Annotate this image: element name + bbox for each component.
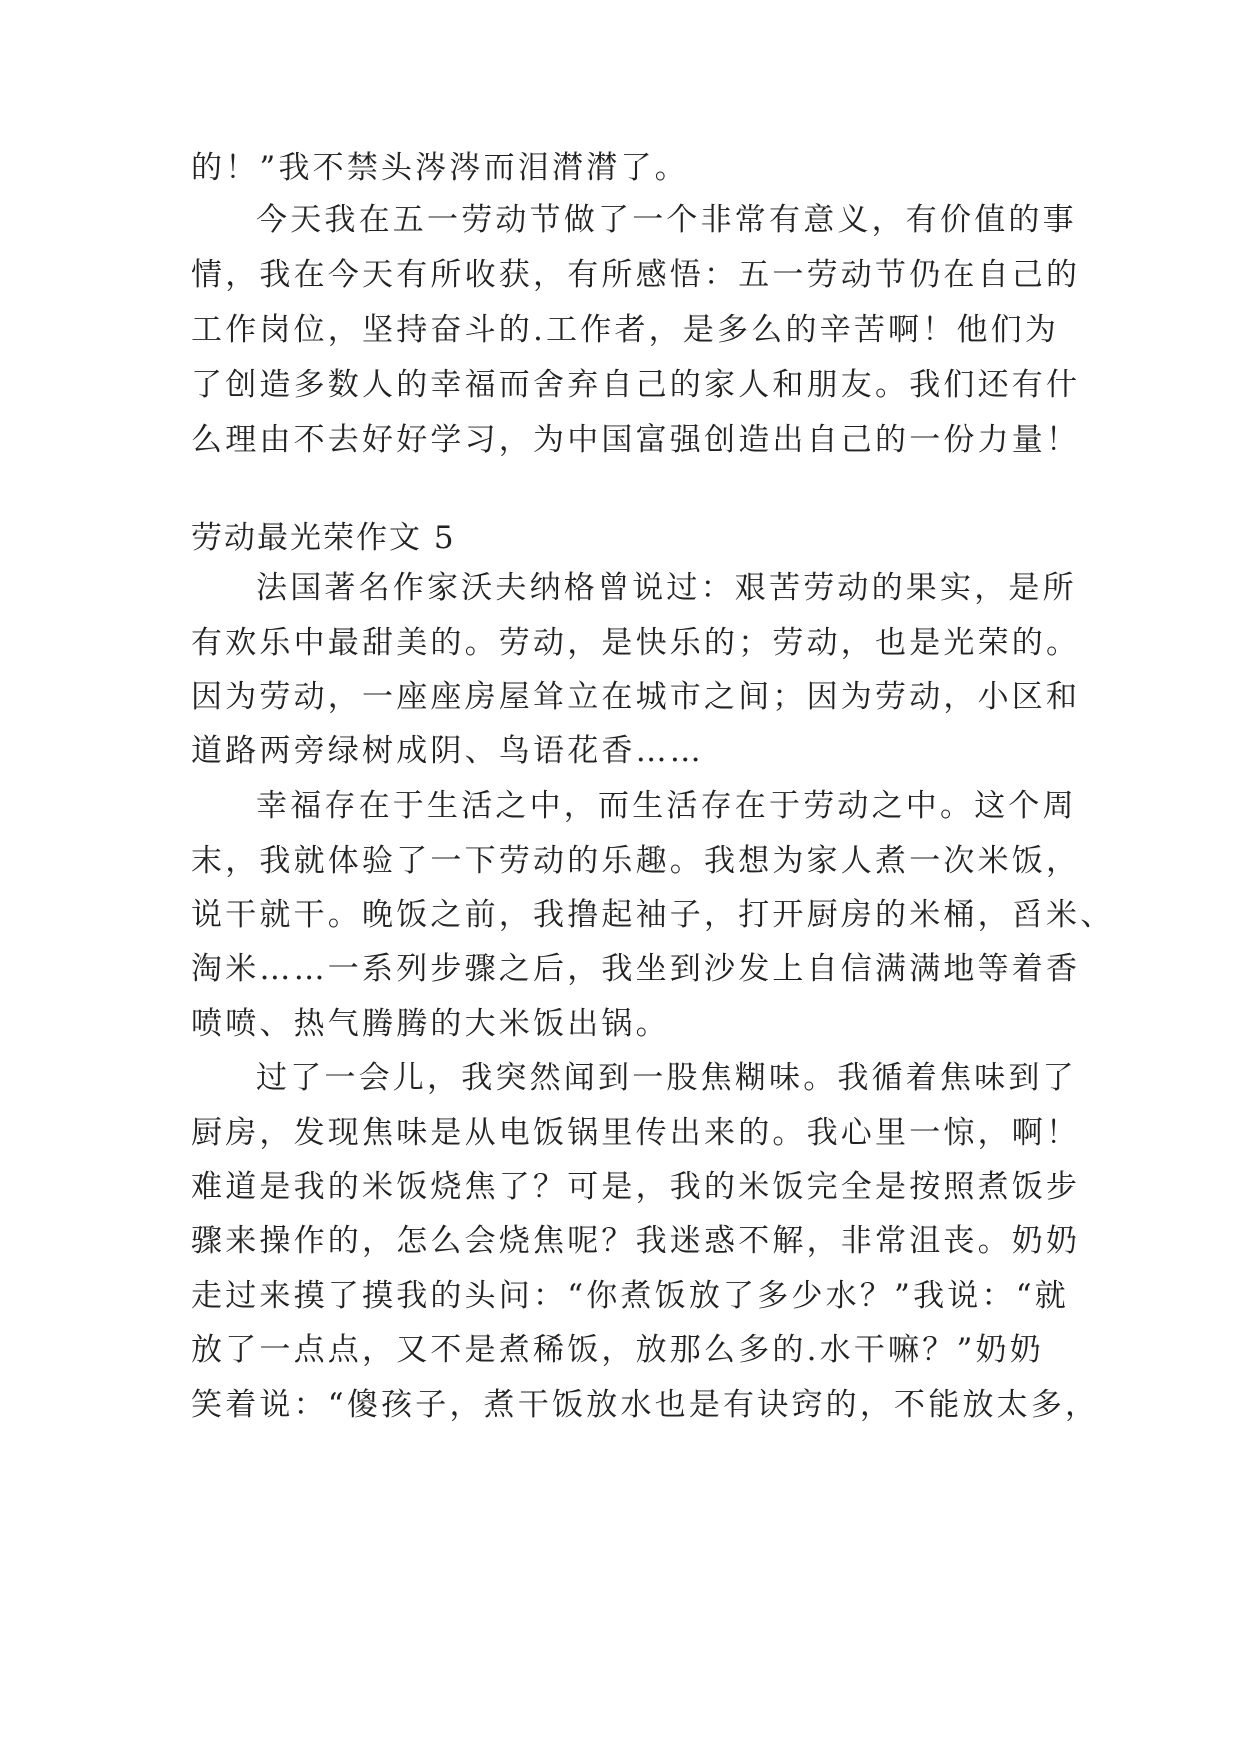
text-line: 难道是我的米饭烧焦了？可是，我的米饭完全是按照煮饭步 (191, 1169, 1081, 1205)
text-line: 喷喷、热气腾腾的大米饭出锅。 (191, 1006, 670, 1042)
text-line: 了创造多数人的幸福而舍弃自己的家人和朋友。我们还有什 (191, 367, 1081, 403)
text-line: 末，我就体验了一下劳动的乐趣。我想为家人煮一次米饭， (191, 843, 1081, 879)
text-line: 淘米……一系列步骤之后，我坐到沙发上自信满满地等着香 (191, 951, 1081, 987)
text-line: 情，我在今天有所收获，有所感悟：五一劳动节仍在自己的 (191, 257, 1081, 293)
text-line: 道路两旁绿树成阴、鸟语花香…… (191, 733, 704, 769)
paragraph-first-line: 幸福存在于生活之中，而生活存在于劳动之中。这个周 (256, 788, 1077, 824)
text-line: 放了一点点，又不是煮稀饭，放那么多的.水干嘛？”奶奶 (191, 1332, 1044, 1368)
text-line: 骤来操作的，怎么会烧焦呢？我迷惑不解，非常沮丧。奶奶 (191, 1223, 1081, 1259)
paragraph-first-line: 今天我在五一劳动节做了一个非常有意义，有价值的事 (256, 202, 1077, 238)
text-line: 有欢乐中最甜美的。劳动，是快乐的；劳动，也是光荣的。 (191, 625, 1081, 661)
text-line: 的！”我不禁头涔涔而泪潸潸了。 (191, 150, 689, 186)
text-line: 工作岗位，坚持奋斗的.工作者，是多么的辛苦啊！他们为 (191, 312, 1060, 348)
text-line: 因为劳动，一座座房屋耸立在城市之间；因为劳动，小区和 (191, 679, 1081, 715)
paragraph-first-line: 过了一会儿，我突然闻到一股焦糊味。我循着焦味到了 (256, 1060, 1077, 1096)
paragraph-first-line: 法国著名作家沃夫纳格曾说过：艰苦劳动的果实，是所 (256, 570, 1077, 606)
text-line: 走过来摸了摸我的头问：“你煮饭放了多少水？”我说：“就 (191, 1278, 1069, 1314)
text-line: 厨房，发现焦味是从电饭锅里传出来的。我心里一惊，啊！ (191, 1115, 1081, 1151)
text-line: 么理由不去好好学习，为中国富强创造出自己的一份力量！ (191, 422, 1081, 458)
text-line: 笑着说：“傻孩子，煮干饭放水也是有诀窍的，不能放太多， (191, 1387, 1100, 1423)
text-line: 说干就干。晚饭之前，我撸起袖子，打开厨房的米桶，舀米、 (191, 897, 1115, 933)
section-heading: 劳动最光荣作文 5 (191, 520, 456, 556)
